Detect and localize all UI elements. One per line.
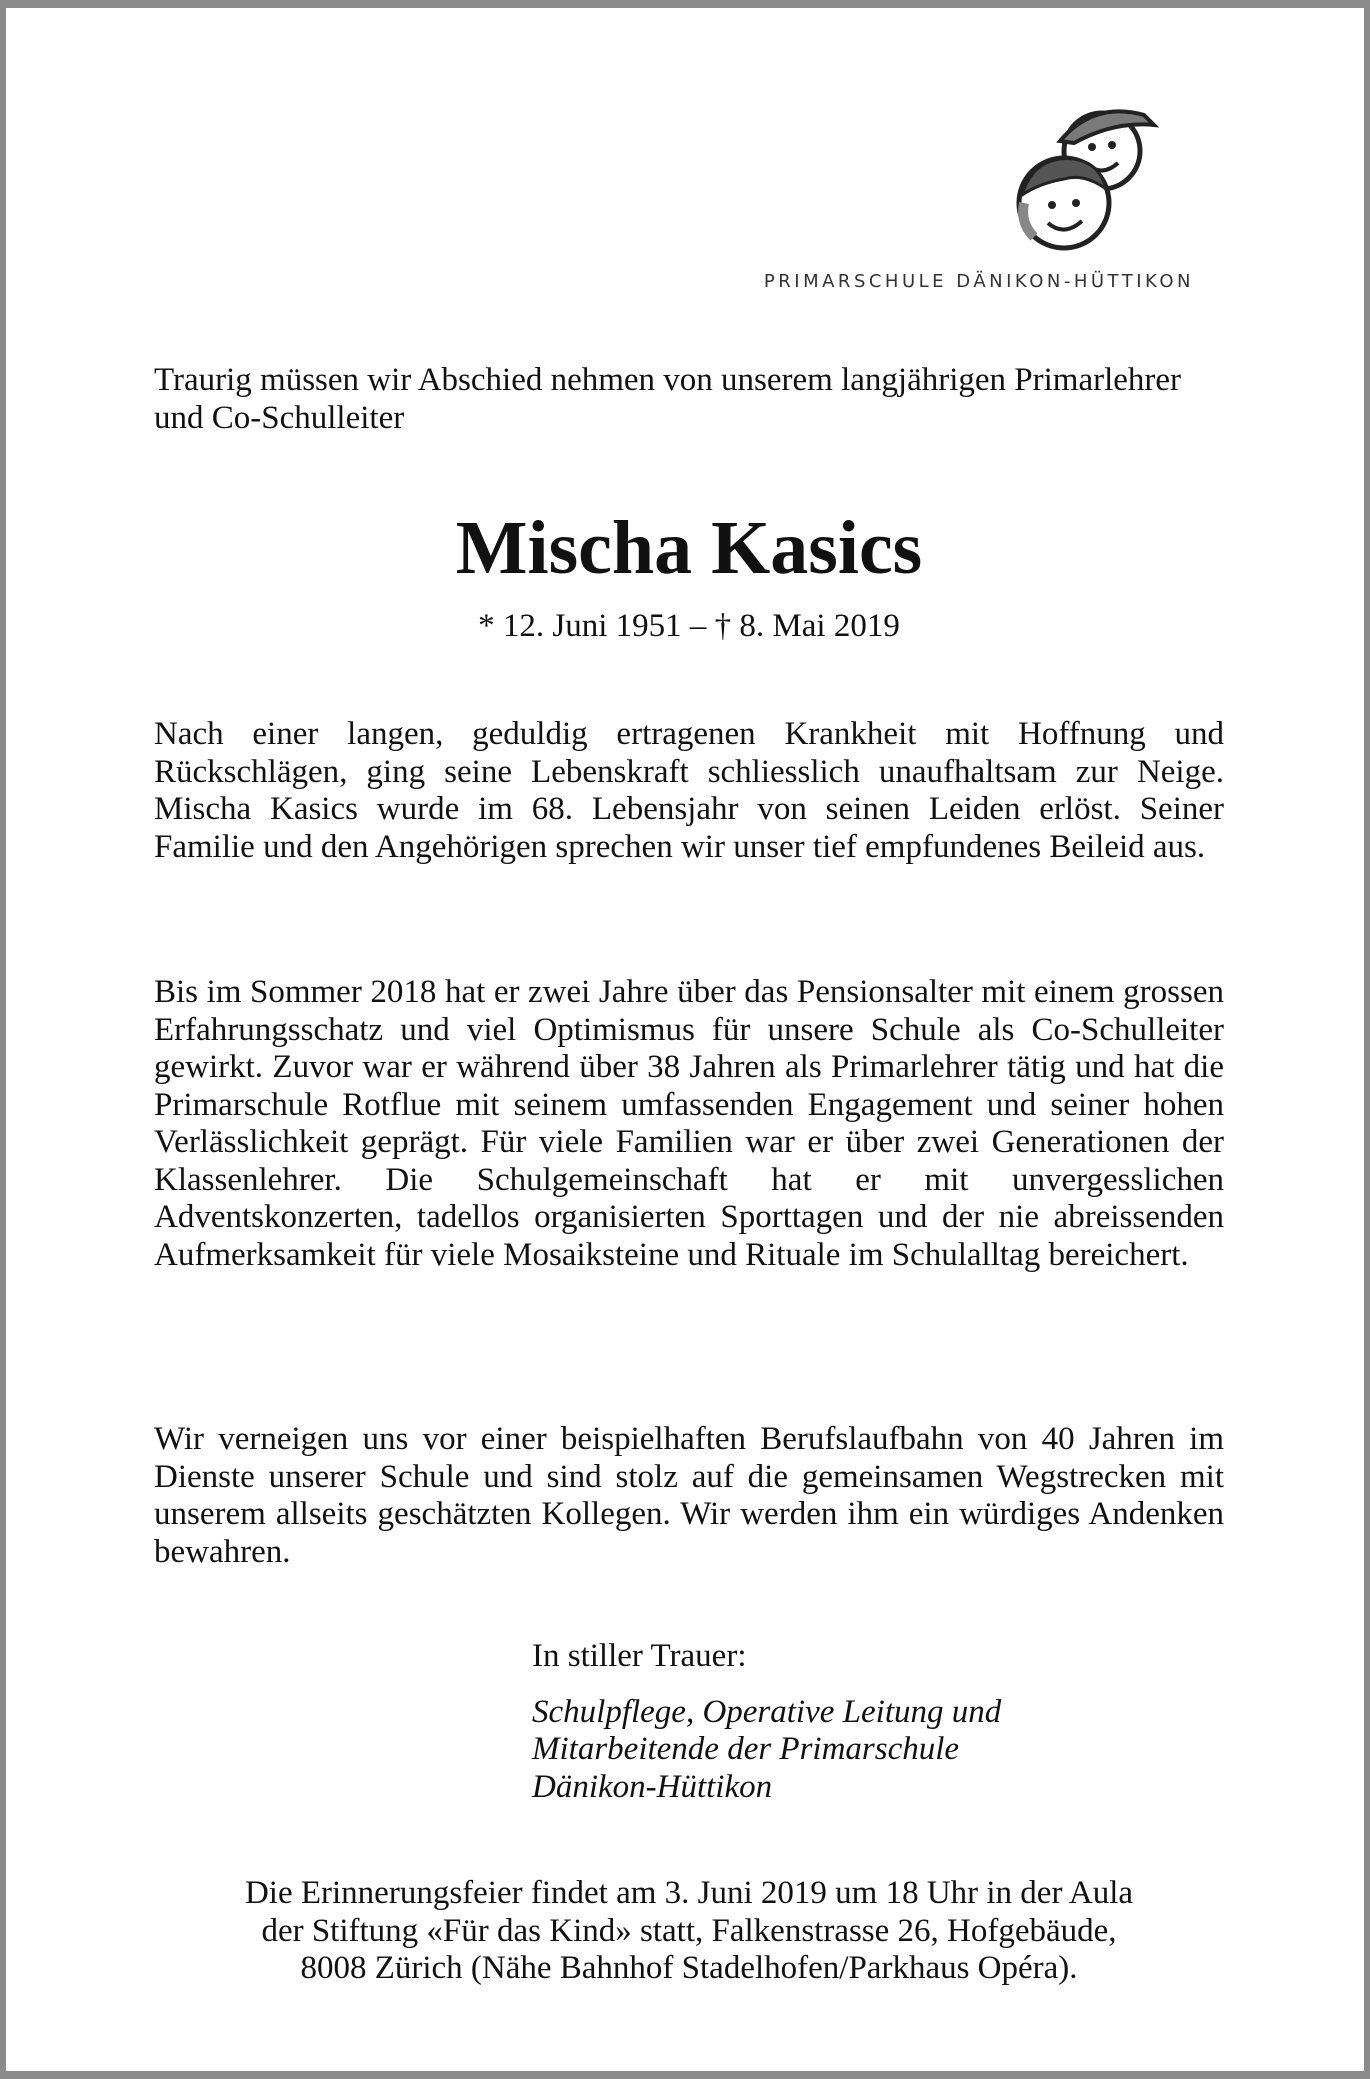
- signoff-signers: Schulpflege, Operative Leitung und Mitarbeitende der Primarschule Dänikon-Hüttikon: [532, 1693, 1002, 1805]
- two-children-faces-icon: [994, 103, 1174, 263]
- intro-text: Traurig müssen wir Abschied nehmen von unserem langjährigen Primarlehrer und Co-Schulleiter: [154, 362, 1182, 436]
- paragraph: Nach einer langen, geduldig ertragenen Krankheit mit Hoffnung und Rückschlägen, ging seine Lebenskraft schliesslich unaufhaltsam zur Neige. Mischa Kasics wurde im 68. Lebensjahr von seinen Leiden erlöst. Seiner Familie und den Angehörigen sprechen wir unser tief empfundenes Beileid aus.: [154, 716, 1224, 865]
- paragraph: Bis im Sommer 2018 hat er zwei Jahre über das Pensionsalter mit einem grossen Erfahrungsschatz und viel Optimismus für unsere Schule als Co-Schulleiter gewirkt. Zuvor war er während über 38 Jahren als Primarlehrer tätig und hat die Primarschule Rotflue mit seinem umfassenden Engagement und seiner hohen Verlässlichkeit geprägt. Für viele Familien war er über zwei Generationen der Klassenlehrer. Die Schulgemeinschaft hat er mit unvergesslichen Adventskonzerten, tadellos organisierten Sporttagen und der nie abreissenden Aufmerksamkeit für viele Mosaiksteine und Rituale im Schulalltag bereichert.: [154, 974, 1224, 1273]
- memorial-announcement: Die Erinnerungsfeier findet am 3. Juni 2019 um 18 Uhr in der Aula der Stiftung «Für das Kind» statt, Falkenstrasse 26, Hofgebäude, 8008 Zürich (Nähe Bahnhof Stadelhofen/Parkhaus Opéra).: [244, 1875, 1134, 1986]
- deceased-name: Mischa Kasics: [455, 506, 923, 590]
- signoff-label: In stiller Trauer:: [532, 1638, 747, 1674]
- school-name: PRIMARSCHULE DÄNIKON-HÜTTIKON: [763, 271, 1194, 292]
- life-dates: * 12. Juni 1951 – † 8. Mai 2019: [478, 608, 900, 644]
- signoff: [532, 1638, 1152, 1806]
- school-logo: [744, 103, 1194, 303]
- obituary-page: [6, 8, 1364, 2071]
- paragraph: Wir verneigen uns vor einer beispielhaften Berufslaufbahn von 40 Jahren im Dienste unserer Schule und sind stolz auf die gemeinsamen Wegstrecken mit unserem allseits geschätzten Kollegen. Wir werden ihm ein würdiges Andenken bewahren.: [154, 1421, 1224, 1570]
